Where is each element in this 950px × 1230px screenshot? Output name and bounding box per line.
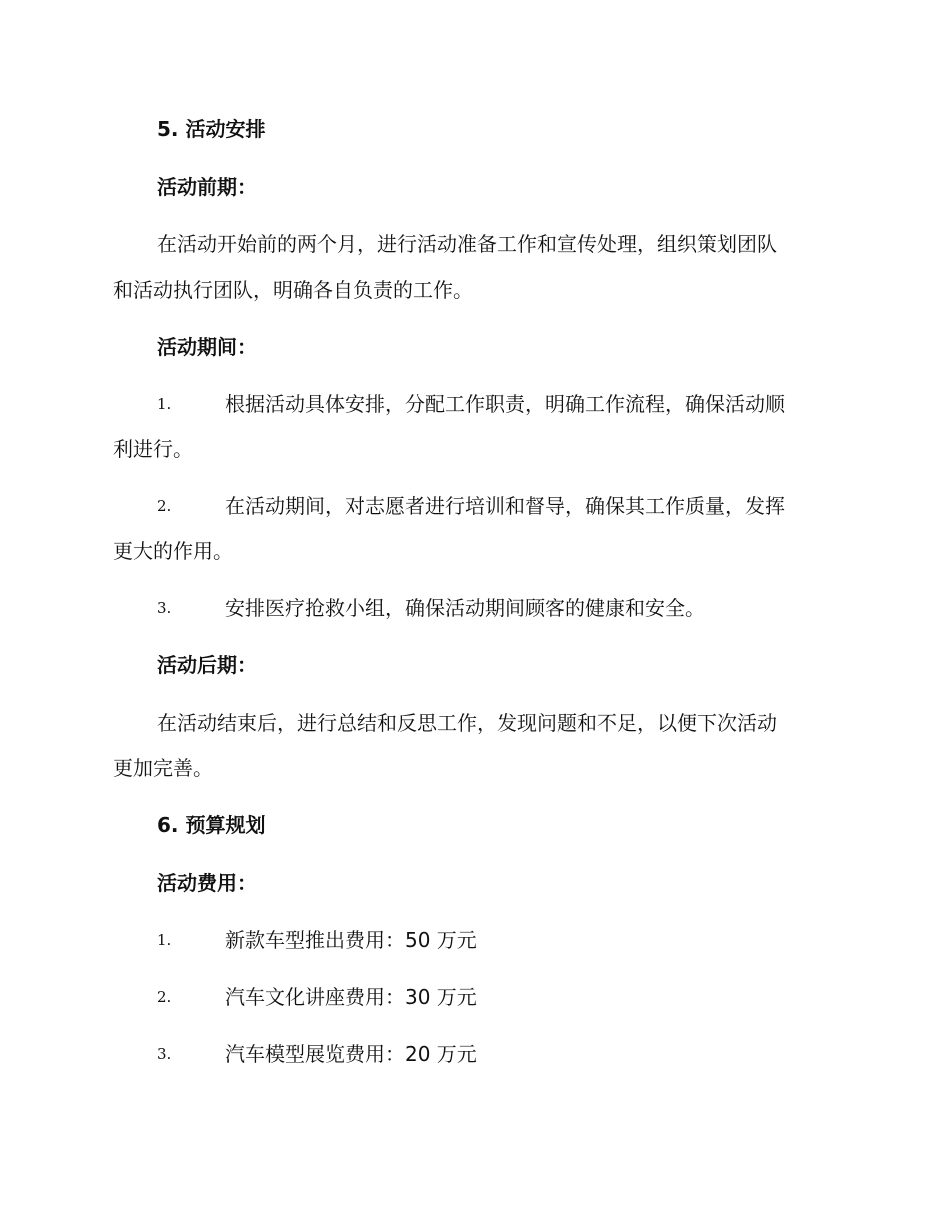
- list-item: [0, 1042, 950, 1066]
- list-number: 3.: [157, 1045, 172, 1063]
- list-item: [0, 596, 950, 620]
- list-text: 汽车模型展览费用：20 万元: [225, 1042, 477, 1066]
- post-activity-label: 活动后期：: [157, 653, 257, 677]
- section-5-title: 5. 活动安排: [157, 117, 266, 141]
- section-6-title: 6. 预算规划: [157, 813, 266, 837]
- list-text: 新款车型推出费用：50 万元: [225, 928, 477, 952]
- list-text: 汽车文化讲座费用：30 万元: [225, 985, 477, 1009]
- list-text-continuation: 更大的作用。: [113, 539, 233, 563]
- pre-activity-text-line-1: 在活动开始前的两个月，进行活动准备工作和宣传处理，组织策划团队: [157, 232, 777, 256]
- pre-activity-text-line-2: 和活动执行团队，明确各自负责的工作。: [113, 278, 473, 302]
- list-item: [0, 928, 950, 952]
- list-item: [0, 392, 950, 416]
- list-number: 1.: [157, 395, 172, 413]
- list-item: [0, 494, 950, 518]
- list-text: 安排医疗抢救小组，确保活动期间顾客的健康和安全。: [225, 596, 705, 620]
- list-item: [0, 985, 950, 1009]
- cost-label: 活动费用：: [157, 871, 257, 895]
- list-text: 在活动期间，对志愿者进行培训和督导，确保其工作质量，发挥: [225, 494, 785, 518]
- list-number: 1.: [157, 931, 172, 949]
- list-number: 3.: [157, 599, 172, 617]
- list-number: 2.: [157, 988, 172, 1006]
- list-text: 根据活动具体安排，分配工作职责，明确工作流程，确保活动顺: [225, 392, 785, 416]
- pre-activity-label: 活动前期：: [157, 175, 257, 199]
- during-activity-label: 活动期间：: [157, 335, 257, 359]
- list-text-continuation: 利进行。: [113, 437, 193, 461]
- list-number: 2.: [157, 497, 172, 515]
- post-activity-text-line-2: 更加完善。: [113, 756, 213, 780]
- post-activity-text-line-1: 在活动结束后，进行总结和反思工作，发现问题和不足，以便下次活动: [157, 711, 777, 735]
